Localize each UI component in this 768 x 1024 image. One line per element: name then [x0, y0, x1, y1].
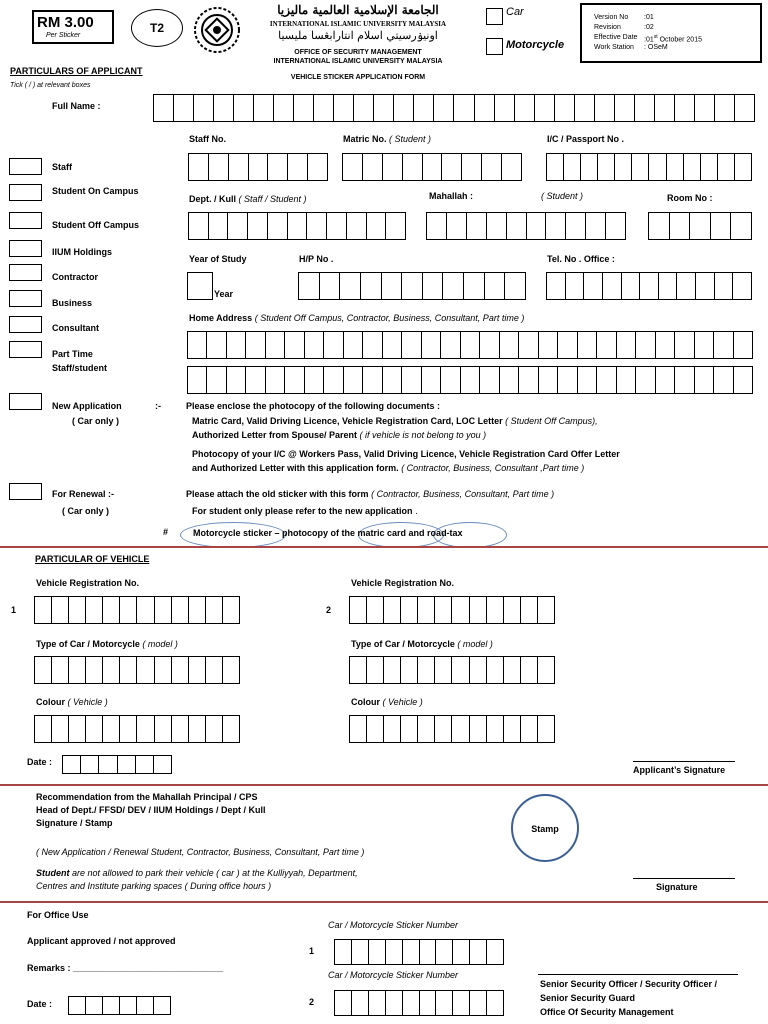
applicant-approved-text: Applicant approved / not approved — [27, 936, 176, 946]
parking-rule-2: Centres and Institute parking spaces ( During office hours ) — [36, 881, 272, 891]
mahallah-field[interactable] — [426, 212, 626, 240]
iium-holdings-checkbox[interactable] — [9, 240, 42, 257]
category-business: Business — [52, 298, 93, 308]
category-staff: Staff — [52, 162, 72, 172]
version-label: Version No — [594, 14, 629, 21]
officer-title-2: Senior Security Guard — [540, 993, 636, 1003]
staff-no-field[interactable] — [188, 153, 328, 181]
renewal-checkbox[interactable] — [9, 483, 42, 500]
doc-line-4: and Authorized Letter with this application form. ( Contractor, Business, Consultant ,Part time ) — [192, 463, 585, 473]
category-contractor: Contractor — [52, 272, 99, 282]
code-oval — [131, 9, 183, 47]
matric-no-label: Matric No. ( Student ) — [343, 134, 432, 144]
new-application-checkbox[interactable] — [9, 393, 42, 410]
doc-line-2: Authorized Letter from Spouse/ Parent ( if vehicle is not belong to you ) — [192, 430, 487, 440]
staff-checkbox[interactable] — [9, 158, 42, 175]
vehicle-section-title: PARTICULAR OF VEHICLE — [35, 554, 150, 564]
tick-note: Tick ( / ) at relevant boxes — [10, 82, 91, 89]
new-application-colon: :- — [155, 401, 161, 411]
vehicle-type-field-2[interactable] — [349, 656, 555, 684]
recommendation-line-2: Head of Dept./ FFSD/ DEV / IIUM Holdings / Dept / Kull — [36, 805, 266, 815]
vehicle-type-label-1: Type of Car / Motorcycle ( model ) — [36, 639, 178, 649]
stamp-label: Stamp — [531, 824, 559, 834]
tel-office-field[interactable] — [546, 272, 752, 300]
car-checkbox[interactable] — [486, 8, 503, 25]
office-use-title: For Office Use — [27, 910, 89, 920]
sticker-number-label-2: Car / Motorcycle Sticker Number — [328, 970, 459, 980]
motorcycle-note: Motorcycle sticker – photocopy of the matric card and road-tax — [193, 528, 463, 538]
recommendation-signature-line — [633, 878, 735, 879]
officer-signature-line — [538, 974, 738, 975]
renew-line-1: Please attach the old sticker with this form ( Contractor, Business, Consultant, Part time ) — [186, 489, 555, 499]
vehicle-reg-label-1: Vehicle Registration No. — [36, 578, 140, 588]
part-time-checkbox[interactable] — [9, 341, 42, 358]
home-address-field-2[interactable] — [187, 366, 753, 394]
recommendation-note: ( New Application / Renewal Student, Contractor, Business, Consultant, Part time ) — [36, 847, 365, 857]
full-name-label: Full Name : — [52, 101, 101, 111]
workstation-label: Work Station — [594, 44, 634, 51]
renewal-label: For Renewal :- — [52, 489, 115, 499]
form-title: VEHICLE STICKER APPLICATION FORM — [290, 74, 426, 81]
renew-line-2: For student only please refer to the new application . — [192, 506, 418, 516]
recommendation-line-1: Recommendation from the Mahallah Principal / CPS — [36, 792, 258, 802]
student-off-campus-checkbox[interactable] — [9, 212, 42, 229]
ic-passport-label: I/C / Passport No . — [547, 134, 625, 144]
business-checkbox[interactable] — [9, 290, 42, 307]
recommendation-line-3: Signature / Stamp — [36, 818, 113, 828]
vehicle-colour-field-2[interactable] — [349, 715, 555, 743]
sticker-number-label-1: Car / Motorcycle Sticker Number — [328, 920, 459, 930]
doc-line-3: Photocopy of your I/C @ Workers Pass, Valid Driving Licence, Vehicle Registration Card Offer Letter — [192, 449, 620, 459]
new-app-car-only: ( Car only ) — [72, 416, 120, 426]
parking-rule-1: Student are not allowed to park their vehicle ( car ) at the Kulliyyah, Department, — [36, 868, 358, 878]
revision-value: :02 — [644, 24, 654, 31]
car-label: Car — [506, 6, 524, 18]
officer-title-3: Office Of Security Management — [540, 1007, 674, 1017]
vehicle-date-label: Date : — [27, 757, 53, 767]
applicant-section-title: PARTICULARS OF APPLICANT — [10, 66, 143, 76]
workstation-value: : OSeM — [644, 44, 668, 51]
version-box — [580, 3, 762, 63]
per-sticker-text: Per Sticker — [46, 32, 81, 39]
dept-kull-label: Dept. / Kull ( Staff / Student ) — [189, 194, 307, 204]
price-text: RM 3.00 — [37, 14, 94, 31]
sticker-number-2: 2 — [309, 997, 315, 1007]
vehicle-reg-label-2: Vehicle Registration No. — [351, 578, 455, 588]
vehicle-colour-label-2: Colour ( Vehicle ) — [351, 697, 423, 707]
tel-office-label: Tel. No . Office : — [547, 254, 615, 264]
category-iium-holdings: IIUM Holdings — [52, 247, 112, 257]
hash-mark: # — [163, 527, 169, 537]
year-of-study-field[interactable] — [187, 272, 213, 300]
section-divider-3 — [0, 901, 768, 903]
applicant-signature-label: Applicant’s Signature — [633, 765, 726, 775]
room-no-label: Room No : — [667, 193, 713, 203]
ic-passport-field[interactable] — [546, 153, 752, 181]
home-address-label: Home Address ( Student Off Campus, Contractor, Business, Consultant, Part time ) — [189, 313, 525, 323]
home-address-field-1[interactable] — [187, 331, 753, 359]
revision-label: Revision — [594, 24, 621, 31]
section-divider-1 — [0, 546, 768, 548]
motorcycle-checkbox[interactable] — [486, 38, 503, 55]
full-name-field[interactable] — [153, 94, 755, 122]
office-name: OFFICE OF SECURITY MANAGEMENT — [294, 49, 422, 56]
renewal-car-only: ( Car only ) — [62, 506, 110, 516]
university-arabic-2: اونيۏرسيتي اسلام انتارابڠسا مليسيا — [278, 29, 438, 42]
section-divider-2 — [0, 784, 768, 786]
enclose-text: Please enclose the photocopy of the following documents : — [186, 401, 441, 411]
vehicle-colour-label-1: Colour ( Vehicle ) — [36, 697, 108, 707]
year-label: Year — [214, 289, 234, 299]
code-text: T2 — [149, 21, 164, 35]
category-part-time: Part Time — [52, 349, 93, 359]
hp-no-field[interactable] — [298, 272, 526, 300]
vehicle-number-2: 2 — [326, 605, 332, 615]
doc-line-1: Matric Card, Valid Driving Licence, Vehicle Registration Card, LOC Letter ( Student Off Campus), — [192, 416, 598, 426]
price-box — [32, 10, 114, 44]
contractor-checkbox[interactable] — [9, 264, 42, 281]
office-date-field[interactable] — [68, 996, 171, 1015]
university-arabic-1: الجامعة الإسلامية العالمية ماليزيا — [277, 3, 439, 17]
office-date-label: Date : — [27, 999, 53, 1009]
category-consultant: Consultant — [52, 323, 99, 333]
mahallah-label: Mahallah : — [429, 191, 474, 201]
hp-no-label: H/P No . — [299, 254, 334, 264]
officer-title-1: Senior Security Officer / Security Officer / — [540, 979, 718, 989]
mahallah-note: ( Student ) — [541, 191, 584, 201]
remarks-line: Remarks : ______________________________ — [27, 963, 224, 973]
sticker-number-field-2[interactable] — [334, 990, 504, 1016]
student-on-campus-checkbox[interactable] — [9, 184, 42, 201]
version-value: :01 — [644, 14, 654, 21]
recommendation-signature-label: Signature — [656, 882, 698, 892]
dept-kull-field[interactable] — [188, 212, 406, 240]
motorcycle-label: Motorcycle — [506, 39, 565, 51]
vehicle-reg-field-1[interactable] — [34, 596, 240, 624]
vehicle-date-field[interactable] — [62, 755, 172, 774]
vehicle-number-1: 1 — [11, 605, 17, 615]
effective-label: Effective Date — [594, 34, 638, 41]
sticker-number-field-1[interactable] — [334, 939, 504, 965]
category-part-time-2: Staff/student — [52, 363, 107, 373]
room-no-field[interactable] — [648, 212, 752, 240]
sticker-number-1: 1 — [309, 946, 315, 956]
vehicle-colour-field-1[interactable] — [34, 715, 240, 743]
matric-no-field[interactable] — [342, 153, 522, 181]
category-student-on-campus: Student On Campus — [52, 186, 139, 196]
applicant-signature-line — [633, 761, 735, 762]
vehicle-type-label-2: Type of Car / Motorcycle ( model ) — [351, 639, 493, 649]
university-logo-icon — [192, 5, 242, 55]
vehicle-type-field-1[interactable] — [34, 656, 240, 684]
consultant-checkbox[interactable] — [9, 316, 42, 333]
vehicle-reg-field-2[interactable] — [349, 596, 555, 624]
new-application-label: New Application — [52, 401, 122, 411]
category-student-off-campus: Student Off Campus — [52, 220, 139, 230]
staff-no-label: Staff No. — [189, 134, 226, 144]
university-english: INTERNATIONAL ISLAMIC UNIVERSITY MALAYSIA — [269, 20, 447, 28]
effective-value: :01st October 2015 — [644, 34, 702, 44]
stamp-circle — [511, 794, 579, 862]
year-of-study-label: Year of Study — [189, 254, 247, 264]
university-name: INTERNATIONAL ISLAMIC UNIVERSITY MALAYSIA — [273, 58, 443, 65]
